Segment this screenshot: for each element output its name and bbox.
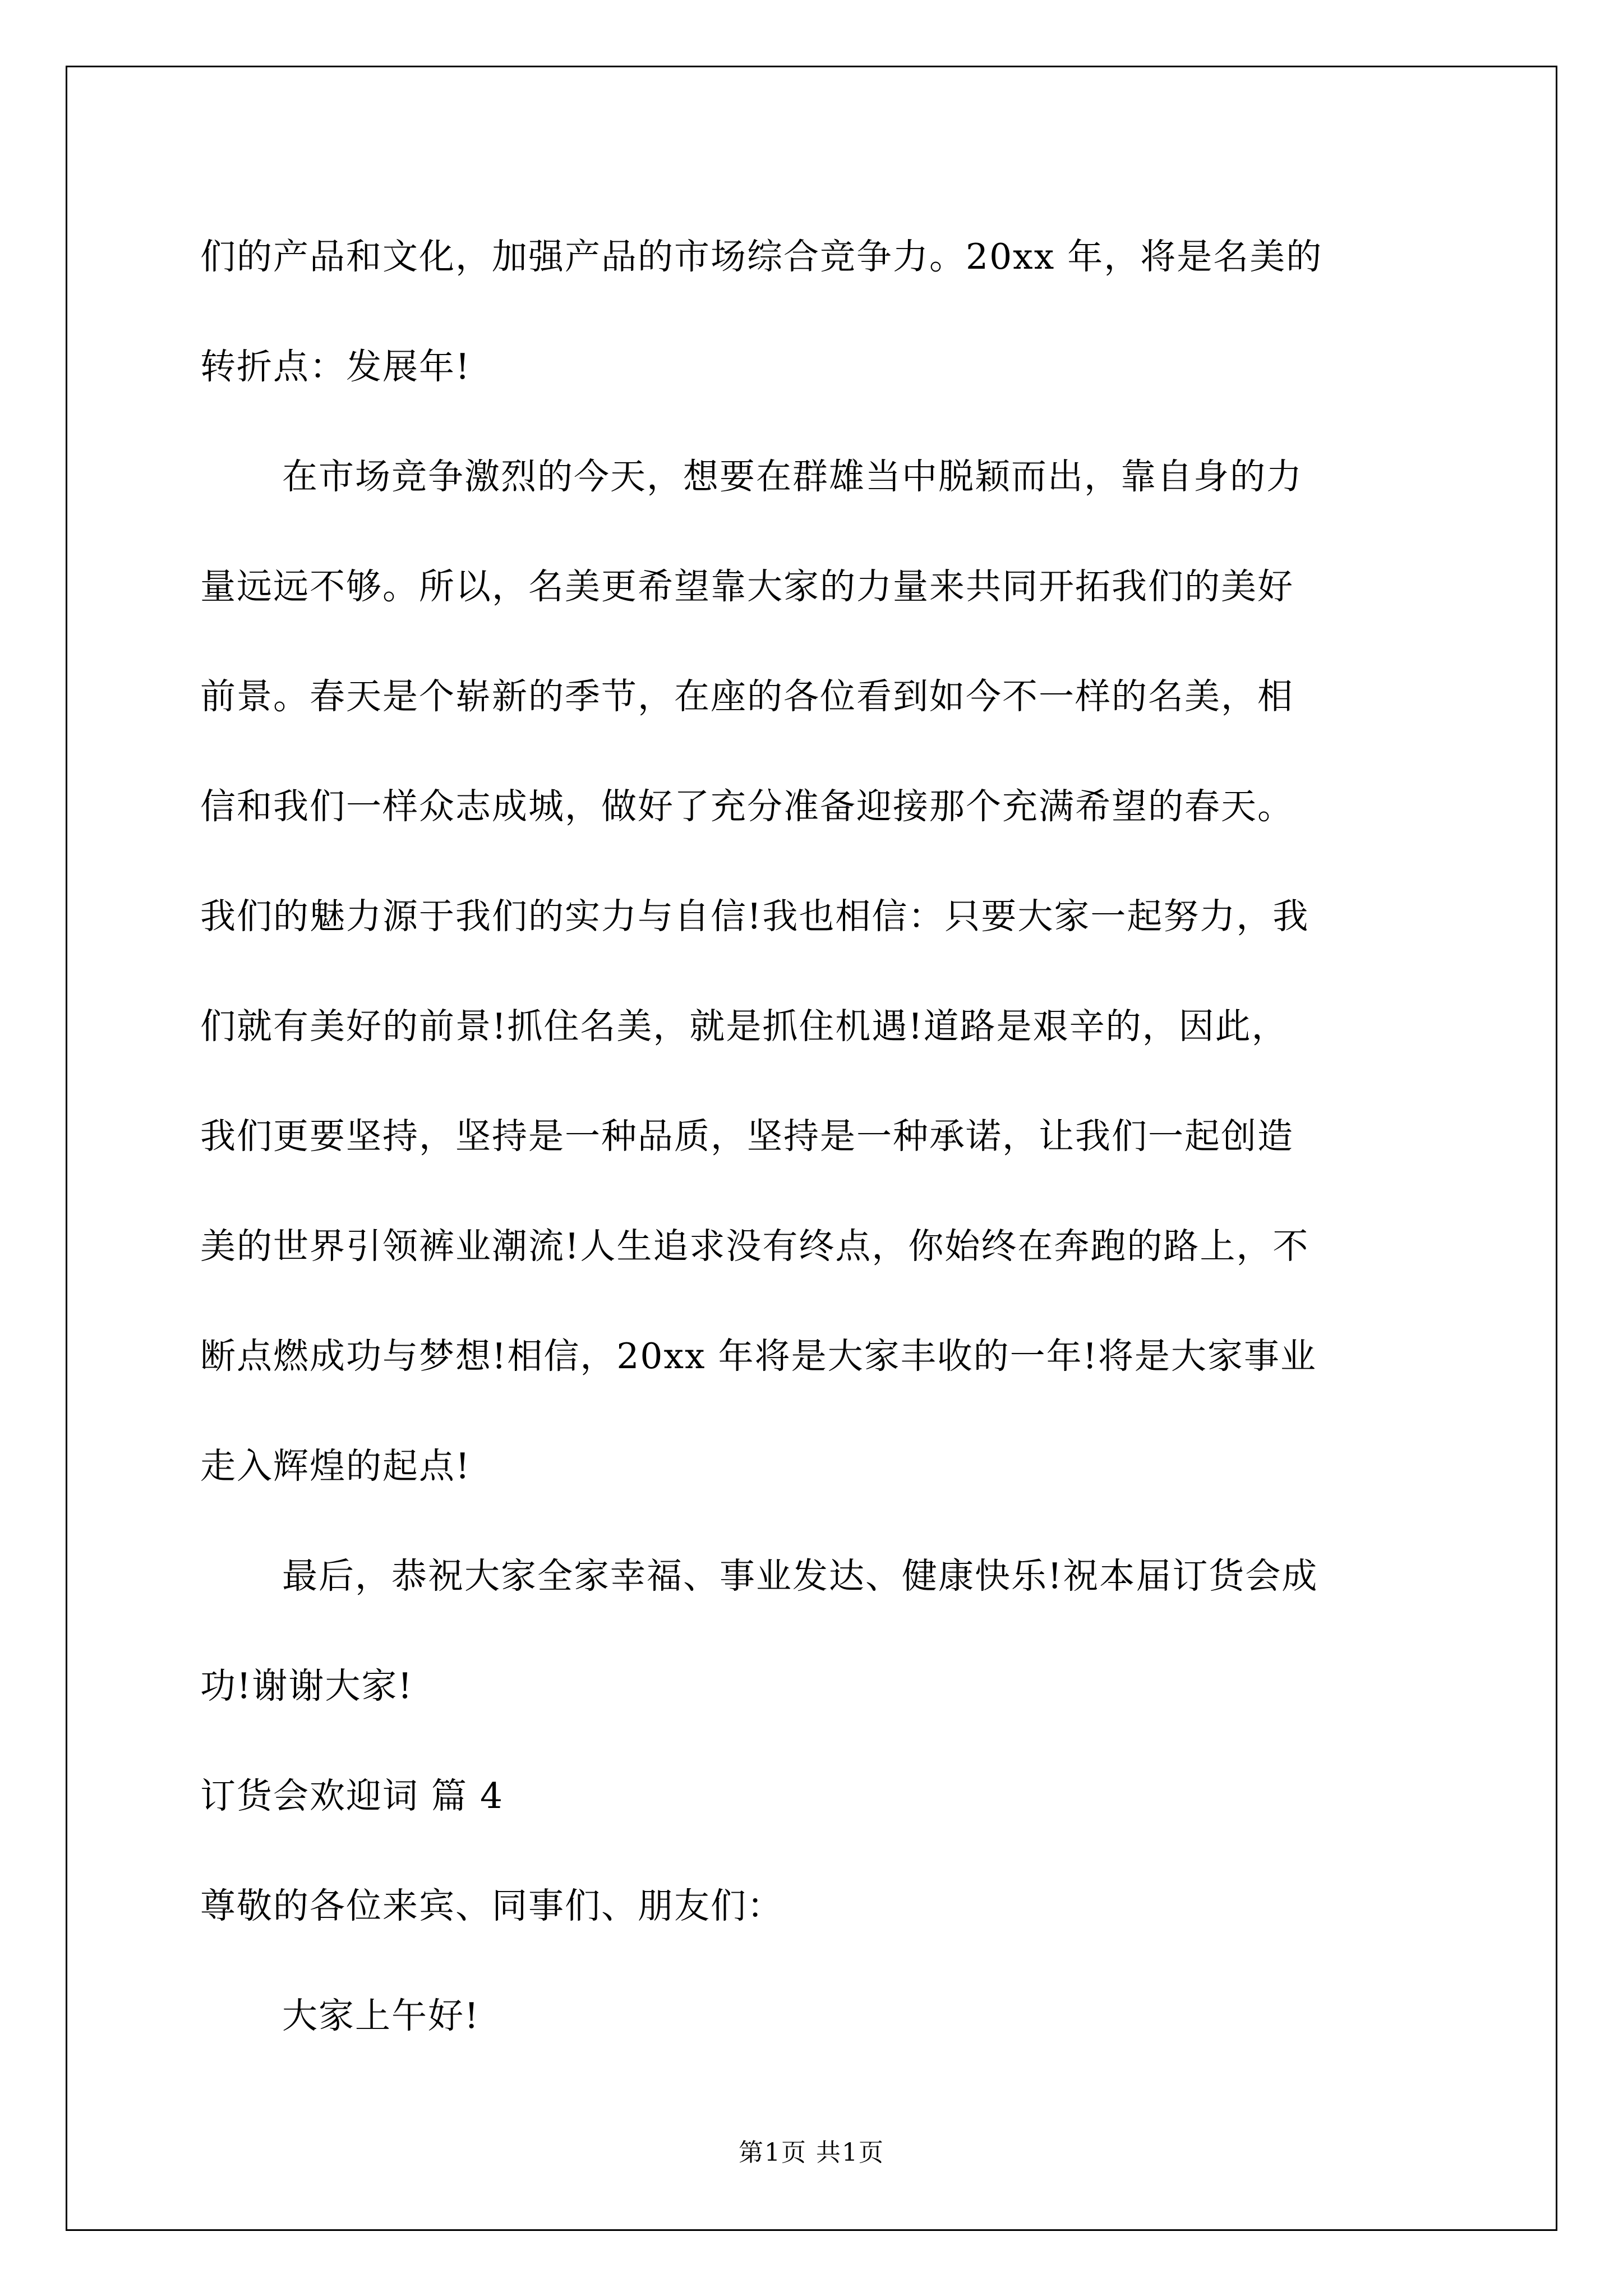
heading-text: 订货会欢迎词 篇 4 bbox=[200, 1775, 504, 1816]
salutation bbox=[200, 1851, 1423, 1961]
text-line: 信和我们一样众志成城，做好了充分准备迎接那个充满希望的春天。 bbox=[200, 786, 1294, 827]
text-line: 量远远不够。所以，名美更希望靠大家的力量来共同开拓我们的美好 bbox=[200, 566, 1294, 607]
greeting-text: 大家上午好! bbox=[282, 1995, 480, 2036]
text-line: 断点燃成功与梦想!相信，20xx 年将是大家丰收的一年!将是大家事业 bbox=[200, 1336, 1317, 1377]
page-number-footer: 第1页 共1页 bbox=[739, 2138, 884, 2167]
paragraph-product-culture bbox=[200, 202, 1423, 422]
text-line: 前景。春天是个崭新的季节，在座的各位看到如今不一样的名美，相 bbox=[200, 676, 1294, 717]
greeting bbox=[200, 1961, 1423, 2071]
text-line: 转折点：发展年! bbox=[200, 346, 471, 387]
salutation-text: 尊敬的各位来宾、同事们、朋友们： bbox=[200, 1885, 783, 1926]
text-line: 我们的魅力源于我们的实力与自信!我也相信：只要大家一起努力，我 bbox=[200, 896, 1310, 937]
document-body bbox=[200, 202, 1423, 2071]
text-line: 美的世界引领裤业潮流!人生追求没有终点，你始终在奔跑的路上，不 bbox=[200, 1226, 1310, 1267]
text-line: 我们更要坚持，坚持是一种品质，坚持是一种承诺，让我们一起创造 bbox=[200, 1116, 1294, 1157]
paragraph-market-competition bbox=[200, 422, 1423, 1521]
text-line: 最后，恭祝大家全家幸福、事业发达、健康快乐!祝本届订货会成 bbox=[282, 1556, 1318, 1596]
paragraph-closing-wishes bbox=[200, 1521, 1423, 1741]
text-line: 走入辉煌的起点! bbox=[200, 1446, 471, 1487]
text-line: 在市场竞争激烈的今天，想要在群雄当中脱颖而出，靠自身的力 bbox=[282, 456, 1303, 497]
text-line: 们的产品和文化，加强产品的市场综合竞争力。20xx 年，将是名美的 bbox=[200, 236, 1323, 277]
text-line: 们就有美好的前景!抓住名美，就是抓住机遇!道路是艰辛的，因此， bbox=[200, 1006, 1288, 1047]
text-line: 功!谢谢大家! bbox=[200, 1665, 413, 1706]
section-heading bbox=[200, 1741, 1423, 1851]
